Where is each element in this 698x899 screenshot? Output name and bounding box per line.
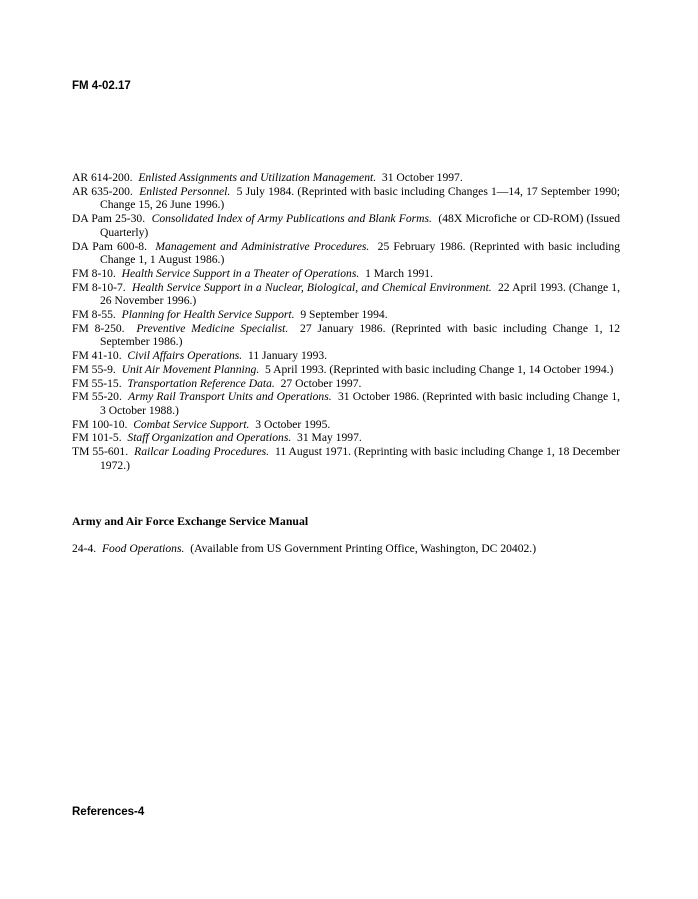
reference-item [72,185,620,212]
page-footer-label: References-4 [72,806,145,818]
reference-title: Health Service Support in a Theater of Operations. [121,266,360,280]
reference-title: Planning for Health Service Support. [121,308,295,322]
reference-details: 31 May 1997. [297,431,362,445]
reference-details: 5 July 1984. (Reprinted with basic including Changes 1—14, 17 September 1990; Change 15, 26 June 1996.) [100,184,621,212]
reference-details: 9 September 1994. [300,308,388,322]
reference-id: AR 614-200. [72,171,133,184]
reference-item [72,322,620,349]
reference-title: Railcar Loading Procedures. [134,445,269,459]
reference-id: DA Pam 25-30. [72,212,146,226]
reference-details: 31 October 1997. [381,171,463,184]
reference-details: 11 January 1993. [247,349,328,363]
reference-id: FM 41-10. [72,349,122,363]
reference-details: 31 October 1986. (Reprinted with basic including Change 1, 3 October 1988.) [100,390,621,417]
reference-details: 27 October 1997. [280,376,362,390]
reference-id: AR 635-200. [72,184,133,198]
reference-item [72,308,620,322]
reference-item [72,363,620,377]
reference-item [72,281,620,308]
reference-item [72,349,620,363]
reference-id: FM 55-15. [72,376,122,390]
reference-id: FM 8-250. [72,321,125,335]
reference-details: 1 March 1991. [365,266,434,280]
reference-id: FM 8-10. [72,266,116,280]
reference-item [72,390,620,417]
reference-item [72,240,620,267]
section-heading: Army and Air Force Exchange Service Manual [72,514,309,528]
reference-id: DA Pam 600-8. [72,239,148,253]
reference-id: FM 101-5. [72,431,122,445]
reference-id: FM 8-10-7. [72,280,126,294]
reference-title: Staff Organization and Operations. [127,431,292,445]
exchange-entry-id: 24-4. [72,542,97,555]
reference-title: Combat Service Support. [133,417,250,431]
page-header-doc-id: FM 4-02.17 [72,80,131,92]
reference-details: 27 January 1986. (Reprinted with basic including Change 1, 12 September 1986.) [100,321,621,349]
reference-item [72,418,620,432]
reference-details: 25 February 1986. (Reprinted with basic including Change 1, 1 August 1986.) [100,239,621,267]
reference-title: Enlisted Personnel. [139,184,231,198]
reference-title: Enlisted Assignments and Utilization Management. [138,171,377,184]
reference-title: Transportation Reference Data. [127,376,275,390]
reference-id: FM 8-55. [72,308,116,322]
reference-title: Management and Administrative Procedures. [155,239,370,253]
reference-id: FM 100-10. [72,417,128,431]
reference-details: 22 April 1993. (Change 1, 26 November 1996.) [100,280,620,308]
exchange-entry [72,542,632,556]
reference-item [72,377,620,391]
reference-title: Army Rail Transport Units and Operations. [128,390,332,404]
reference-title: Preventive Medicine Specialist. [136,321,289,335]
reference-id: TM 55-601. [72,445,129,459]
reference-item [72,171,620,185]
reference-details: (48X Microfiche or CD-ROM) (Issued Quarterly) [100,212,621,239]
reference-title: Consolidated Index of Army Publications and Blank Forms. [151,212,432,226]
reference-id: FM 55-20. [72,390,122,404]
exchange-entry-details: (Available from US Government Printing Office, Washington, DC 20402.) [190,542,537,555]
reference-item [72,445,620,472]
reference-title: Health Service Support in a Nuclear, Biological, and Chemical Environment. [131,280,492,294]
reference-title: Unit Air Movement Planning. [121,362,260,376]
reference-item [72,267,620,281]
reference-details: 3 October 1995. [255,417,331,431]
reference-details: 5 April 1993. (Reprinted with basic including Change 1, 14 October 1994.) [265,362,614,376]
exchange-entry-title: Food Operations. [101,542,185,555]
reference-details: 11 August 1971. (Reprinting with basic including Change 1, 18 December 1972.) [100,445,620,472]
reference-title: Civil Affairs Operations. [127,349,243,363]
reference-id: FM 55-9. [72,362,116,376]
references-list [72,171,620,472]
reference-item [72,431,620,445]
reference-item [72,212,620,239]
